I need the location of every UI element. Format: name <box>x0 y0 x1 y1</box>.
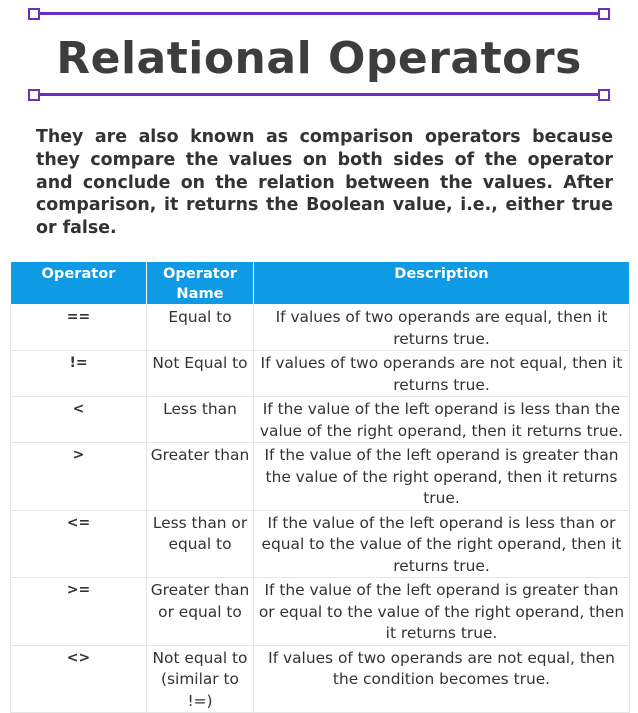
operator-description: If the value of the left operand is greater than the value of the right operand, then it returns true. <box>264 446 619 507</box>
operator-cell <box>11 305 147 351</box>
description-cell <box>254 305 630 351</box>
intro-paragraph: They are also known as comparison operators because they compare the values on both sides of the operator and conclude on the relation between the values. After comparison, it returns the Boolean value, i.e., either true or false. <box>36 127 613 239</box>
operator-symbol: <> <box>66 649 91 666</box>
operator-cell <box>11 443 147 511</box>
operator-cell <box>11 578 147 646</box>
operator-cell <box>11 397 147 443</box>
operator-description: If the value of the left operand is greater than or equal to the value of the right operand, then it returns true. <box>258 581 625 642</box>
operator-symbol: == <box>66 309 91 325</box>
operator-cell <box>11 510 147 578</box>
table-row <box>11 397 630 443</box>
top-divider <box>28 7 610 21</box>
operator-name-cell <box>147 510 254 578</box>
description-cell <box>254 578 630 646</box>
divider-line <box>33 12 605 15</box>
operator-description: If values of two operands are not equal, then it returns true. <box>260 354 623 394</box>
table-row <box>11 578 630 646</box>
operator-description: If values of two operands are equal, then it returns true. <box>275 308 608 348</box>
table-row <box>11 645 630 713</box>
operator-name-cell <box>147 645 254 713</box>
header-operator: Operator <box>11 262 147 305</box>
operator-description: If the value of the left operand is less than or equal to the value of the right operand, then it returns true. <box>261 513 622 575</box>
description-cell <box>254 397 630 443</box>
operator-name-cell <box>147 578 254 646</box>
operator-cell <box>11 351 147 397</box>
operators-table <box>10 261 630 713</box>
operator-name: Not equal to (similar to !=) <box>152 648 248 710</box>
divider-line <box>33 93 605 96</box>
description-cell <box>254 645 630 713</box>
table-header-row <box>11 262 630 305</box>
description-cell <box>254 351 630 397</box>
table-row <box>11 510 630 578</box>
table-row <box>11 305 630 351</box>
operator-symbol: >= <box>66 582 91 598</box>
operator-name-cell <box>147 305 254 351</box>
header-description: Description <box>254 262 630 305</box>
operator-name: Equal to <box>168 308 232 326</box>
operator-name-cell <box>147 443 254 511</box>
operator-name: Less than or equal to <box>152 513 248 553</box>
bottom-divider <box>28 88 610 102</box>
operator-name-cell <box>147 397 254 443</box>
page-title: Relational Operators <box>56 33 582 84</box>
operator-description: If the value of the left operand is less than the value of the right operand, then it returns true. <box>259 400 624 440</box>
operator-description: If values of two operands are not equal, then the condition becomes true. <box>268 648 615 688</box>
operator-symbol: < <box>72 401 85 417</box>
operator-cell <box>11 645 147 713</box>
divider-end-square <box>598 89 610 101</box>
operator-name: Greater than <box>150 446 250 464</box>
divider-end-square <box>28 8 40 20</box>
description-cell <box>254 510 630 578</box>
header-operator-name: Operator Name <box>147 262 254 305</box>
operator-symbol: <= <box>66 514 91 531</box>
operator-symbol: != <box>69 355 88 371</box>
operator-name: Less than <box>163 400 237 418</box>
divider-end-square <box>28 89 40 101</box>
table-row <box>11 443 630 511</box>
table-row <box>11 351 630 397</box>
divider-end-square <box>598 8 610 20</box>
operator-symbol: > <box>72 447 85 463</box>
description-cell <box>254 443 630 511</box>
operator-name-cell <box>147 351 254 397</box>
operator-name: Greater than or equal to <box>150 581 250 621</box>
operator-name: Not Equal to <box>152 354 248 372</box>
